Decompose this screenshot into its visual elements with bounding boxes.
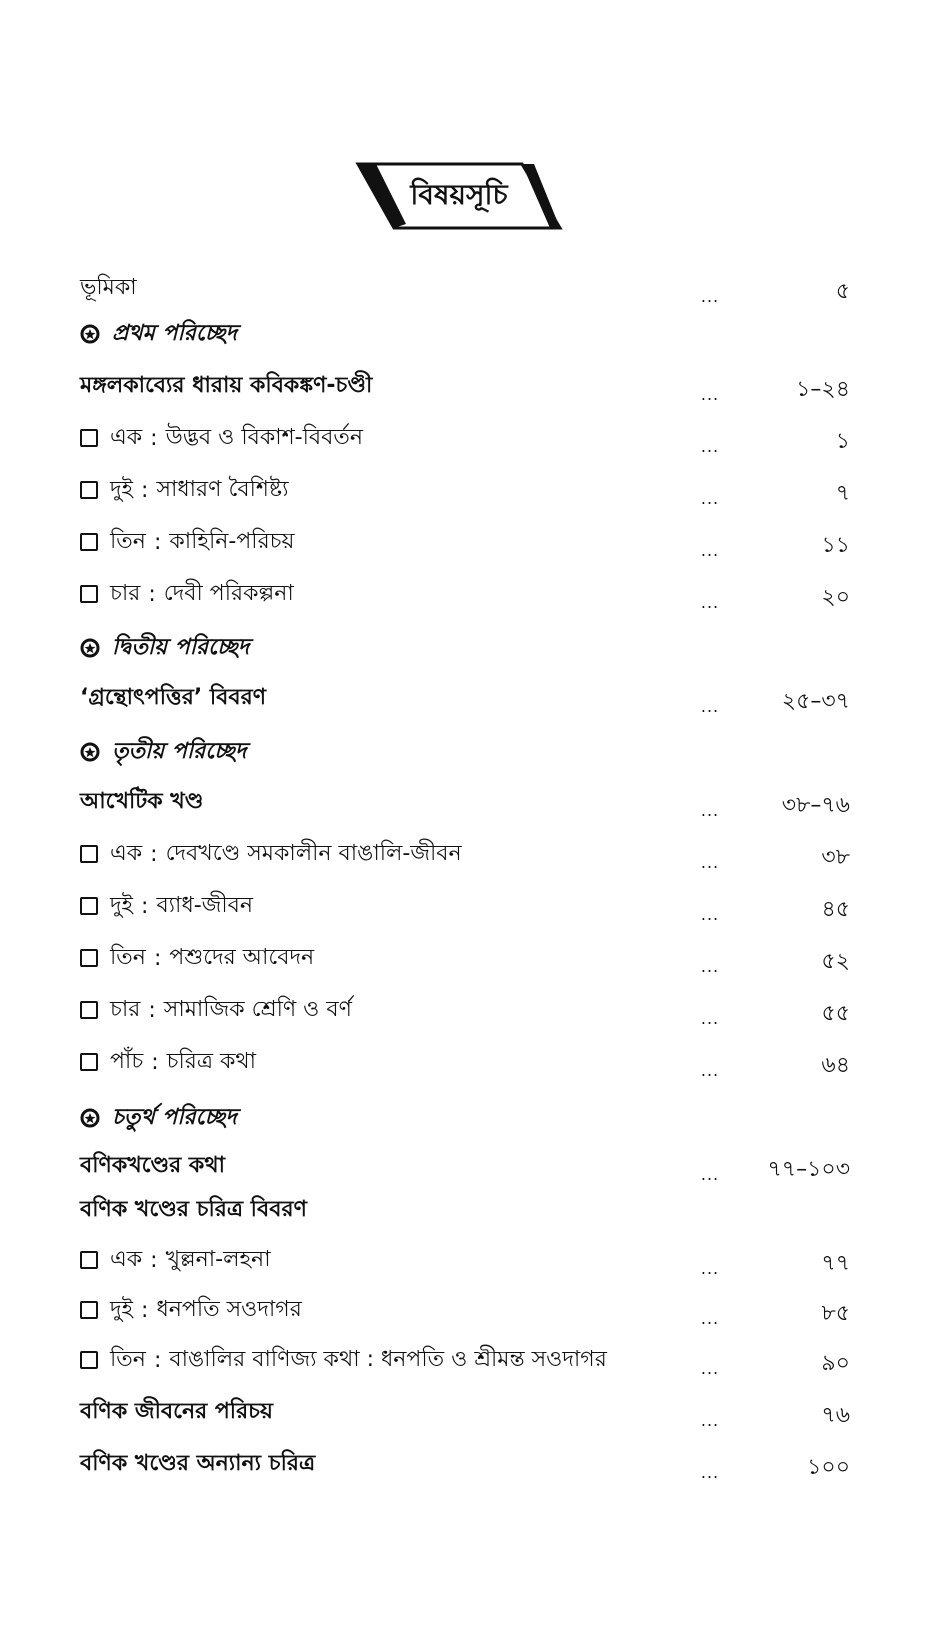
title-banner [354,160,564,232]
leader-dots: ... [700,1410,720,1430]
leader-dots: ... [700,436,720,456]
toc-entry-introduction [80,268,850,308]
leader-dots: ... [700,540,720,560]
entry-number: এক [110,1246,143,1272]
leader-dots: ... [700,286,720,306]
leader-dots: ... [700,1008,720,1028]
entry-label: মঙ্গলকাব্যের ধারায় কবিকঙ্কণ-চণ্ডী [80,372,373,398]
section-heading-4 [80,1098,237,1138]
entry-label: সামাজিক শ্রেণি ও বর্ণ [163,996,352,1022]
colon: : [141,893,149,919]
checkbox-icon [80,845,98,863]
toc-subentry [80,990,850,1030]
toc-entry [80,678,850,718]
colon: : [148,581,156,607]
colon: : [141,1297,149,1323]
checkbox-icon [80,1301,98,1319]
section-label: প্রথম পরিচ্ছেদ [112,320,238,346]
entry-label: আখেটিক খণ্ড [80,788,204,814]
leader-dots: ... [700,1258,720,1278]
page-number: ৭৬ [821,1402,850,1428]
checkbox-icon [80,1053,98,1071]
toc-subentry [80,886,850,926]
colon: : [150,1247,158,1273]
star-circle-icon [80,742,100,762]
leader-dots: ... [700,1358,720,1378]
entry-label: কাহিনি-পরিচয় [169,528,295,554]
entry-number: দুই [110,476,134,502]
section-label: দ্বিতীয় পরিচ্ছেদ [112,634,250,660]
page-number: ৯০ [821,1350,850,1376]
entry-label: বাঙালির বাণিজ্য কথা : ধনপতি ও শ্রীমন্ত সওদাগর [169,1346,607,1372]
page-number: ৩৮–৭৬ [781,792,850,818]
entry-number: এক [110,424,143,450]
leader-dots: ... [700,904,720,924]
leader-dots: ... [700,1308,720,1328]
entry-label: দেবী পরিকল্পনা [163,580,294,606]
toc-entry [80,1190,850,1230]
entry-label: খুল্লনা-লহনা [165,1246,271,1272]
checkbox-icon [80,949,98,967]
entry-label: বণিকখণ্ডের কথা [80,1152,225,1178]
page-number: ৫২ [821,948,850,974]
page-title: বিষয়সূচি [410,177,508,211]
entry-label: সাধারণ বৈশিষ্ট্য [156,476,289,502]
entry-number: দুই [110,892,134,918]
entry-number: চার [110,580,141,606]
checkbox-icon [80,1351,98,1369]
checkbox-icon [80,429,98,447]
entry-number: দুই [110,1296,134,1322]
entry-label: বণিক খণ্ডের চরিত্র বিবরণ [80,1196,307,1222]
page-number: ৩৮ [821,844,850,870]
page-number: ৬৪ [821,1052,850,1078]
colon: : [150,841,158,867]
checkbox-icon [80,481,98,499]
page-number: ৪৫ [821,896,850,922]
entry-number: তিন [110,944,146,970]
checkbox-icon [80,1001,98,1019]
entry-label: উদ্ভব ও বিকাশ-বিবর্তন [165,424,364,450]
page-number: ১১ [821,532,850,558]
page-number: ১–২৪ [796,376,850,402]
entry-label: চরিত্র কথা [166,1048,257,1074]
entry-number: পাঁচ [110,1048,144,1074]
entry-label: বণিক খণ্ডের অন্যান্য চরিত্র [80,1450,316,1476]
entry-label: বণিক জীবনের পরিচয় [80,1398,274,1424]
checkbox-icon [80,585,98,603]
colon: : [150,425,158,451]
section-label: চতুর্থ পরিচ্ছেদ [112,1104,237,1130]
section-heading-2 [80,628,249,668]
page-number: ৮৫ [821,1300,850,1326]
entry-number: চার [110,996,141,1022]
leader-dots: ... [700,800,720,820]
toc-entry [80,1146,850,1186]
entry-label: ভূমিকা [80,274,137,300]
toc-subentry [80,522,850,562]
entry-number: তিন [110,1346,146,1372]
star-circle-icon [80,324,100,344]
page-number: ৫ [835,278,850,304]
leader-dots: ... [700,696,720,716]
toc-subentry [80,470,850,510]
checkbox-icon [80,1251,98,1269]
toc-entry [80,782,850,822]
page-number: ২৫–৩৭ [781,688,850,714]
leader-dots: ... [700,956,720,976]
section-label: তৃতীয় পরিচ্ছেদ [112,738,247,764]
toc-subentry [80,1240,850,1280]
entry-number: এক [110,840,143,866]
page-number: ৭৭–১০৩ [767,1156,850,1182]
page-number: ৭৭ [821,1250,850,1276]
entry-label: দেবখণ্ডে সমকালীন বাঙালি-জীবন [165,840,462,866]
toc-subentry [80,1042,850,1082]
leader-dots: ... [700,852,720,872]
toc-subentry [80,1290,850,1330]
entry-label: ব্যাধ-জীবন [156,892,254,918]
colon: : [148,997,156,1023]
toc-entry [80,1392,850,1432]
colon: : [153,945,162,971]
leader-dots: ... [700,1462,720,1482]
entry-label: ‘গ্রন্থোৎপত্তির’ বিবরণ [80,684,267,710]
toc-entry [80,1444,850,1484]
toc-subentry [80,938,850,978]
checkbox-icon [80,533,98,551]
leader-dots: ... [700,1164,720,1184]
star-circle-icon [80,638,100,658]
toc-subentry [80,418,850,458]
toc-subentry [80,1340,850,1380]
page-number: ১০০ [807,1454,850,1480]
section-heading-1 [80,314,237,354]
toc-subentry [80,834,850,874]
entry-label: ধনপতি সওদাগর [156,1296,302,1322]
page-number: ৫৫ [821,1000,850,1026]
checkbox-icon [80,897,98,915]
leader-dots: ... [700,592,720,612]
entry-number: তিন [110,528,146,554]
toc-subentry [80,574,850,614]
colon: : [153,1347,162,1373]
toc-entry [80,366,850,406]
entry-label: পশুদের আবেদন [169,944,315,970]
leader-dots: ... [700,1060,720,1080]
page-number: ৭ [835,480,850,506]
leader-dots: ... [700,488,720,508]
leader-dots: ... [700,384,720,404]
star-circle-icon [80,1108,100,1128]
colon: : [153,529,162,555]
colon: : [151,1049,159,1075]
colon: : [141,477,149,503]
section-heading-3 [80,732,246,772]
page-number: ২০ [821,584,850,610]
page-number: ১ [835,428,850,454]
